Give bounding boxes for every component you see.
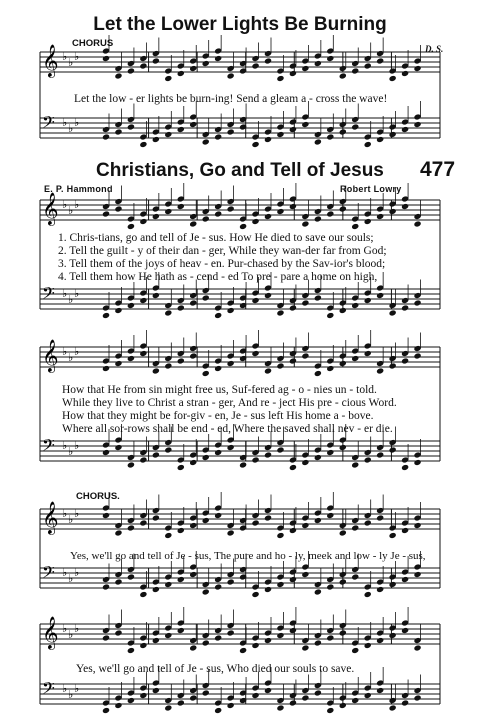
svg-text:♭: ♭ [74, 116, 80, 129]
verse-line: 1. Chris-tians, go and tell of Je - sus. How He died to save our souls; [58, 232, 374, 244]
lyricist: E. P. Hammond [44, 184, 113, 194]
verse-line: How that He from sin might free us, Suf-fered ag - o - nies un - told. [62, 384, 377, 396]
chorus-lyric: Yes, we'll go and tell of Je - sus, Who died our souls to save. [76, 663, 355, 675]
composer: Robert Lowry [340, 184, 402, 194]
svg-text:♭: ♭ [74, 345, 80, 358]
svg-text:♭: ♭ [68, 122, 74, 135]
svg-text:♭: ♭ [62, 116, 68, 129]
verse-line: 4. Tell them how He hath as - cend - ed To pre - pare a home on high, [58, 271, 378, 283]
svg-text:♭: ♭ [68, 445, 74, 458]
verse-line: Where all sor-rows shall be end - ed, Where the saved shall nev - er die. [62, 423, 393, 435]
svg-text:♭: ♭ [74, 198, 80, 211]
verse-line: How that they might be for-giv - en, Je - sus left His home a - bove. [62, 410, 374, 422]
svg-text:♭: ♭ [74, 682, 80, 695]
ds-marking: D. S. [425, 44, 444, 54]
svg-text:♭: ♭ [62, 345, 68, 358]
svg-text:♭: ♭ [62, 622, 68, 635]
svg-text:♭: ♭ [62, 198, 68, 211]
svg-text:𝄢: 𝄢 [42, 562, 55, 586]
hymn-title-2: Christians, Go and Tell of Jesus [96, 160, 384, 181]
svg-text:𝄞: 𝄞 [42, 501, 59, 534]
svg-text:♭: ♭ [74, 287, 80, 300]
svg-text:♭: ♭ [68, 351, 74, 364]
svg-text:𝄞: 𝄞 [42, 192, 59, 225]
chorus-label-2: CHORUS. [76, 491, 120, 502]
svg-text:♭: ♭ [68, 628, 74, 641]
lyric-line: Let the low - er lights be burn-ing! Send a gleam a - cross the wave! [74, 93, 388, 105]
svg-text:♭: ♭ [68, 572, 74, 585]
svg-text:♭: ♭ [74, 50, 80, 63]
chorus-label-1: CHORUS [72, 38, 114, 49]
verse-line: 3. Tell them of the joys of heav - en. Pur-chased by the Sav-ior's blood; [58, 258, 386, 270]
svg-text:♭: ♭ [62, 682, 68, 695]
verse-line: 2. Tell the guilt - y of their dan - ger, While they wan-der far from God; [58, 245, 387, 257]
svg-text:♭: ♭ [68, 56, 74, 69]
svg-text:♭: ♭ [74, 439, 80, 452]
svg-text:♭: ♭ [68, 688, 74, 701]
svg-text:♭: ♭ [68, 204, 74, 217]
hymn-number: 477 [420, 158, 456, 181]
hymn-title-1: Let the Lower Lights Be Burning [93, 14, 387, 35]
svg-text:𝄢: 𝄢 [42, 112, 55, 136]
verse-line: While they live to Christ a stran - ger, And re - ject His pre - cious Word. [62, 397, 397, 409]
svg-text:♭: ♭ [74, 622, 80, 635]
chorus-lyric: Yes, we'll go and tell of Je - sus, The pure and ho - ly, meek and low - ly Je - sus, [70, 550, 426, 562]
svg-text:♭: ♭ [62, 507, 68, 520]
svg-text:♭: ♭ [62, 439, 68, 452]
svg-text:𝄢: 𝄢 [42, 678, 55, 702]
svg-text:𝄢: 𝄢 [42, 435, 55, 459]
svg-text:♭: ♭ [68, 513, 74, 526]
svg-text:𝄞: 𝄞 [42, 616, 59, 649]
svg-text:𝄢: 𝄢 [42, 283, 55, 307]
svg-text:♭: ♭ [74, 507, 80, 520]
svg-text:♭: ♭ [62, 50, 68, 63]
svg-text:♭: ♭ [62, 287, 68, 300]
svg-text:𝄞: 𝄞 [42, 44, 59, 77]
svg-text:♭: ♭ [68, 293, 74, 306]
svg-text:♭: ♭ [62, 566, 68, 579]
svg-text:𝄞: 𝄞 [42, 339, 59, 372]
svg-text:♭: ♭ [74, 566, 80, 579]
